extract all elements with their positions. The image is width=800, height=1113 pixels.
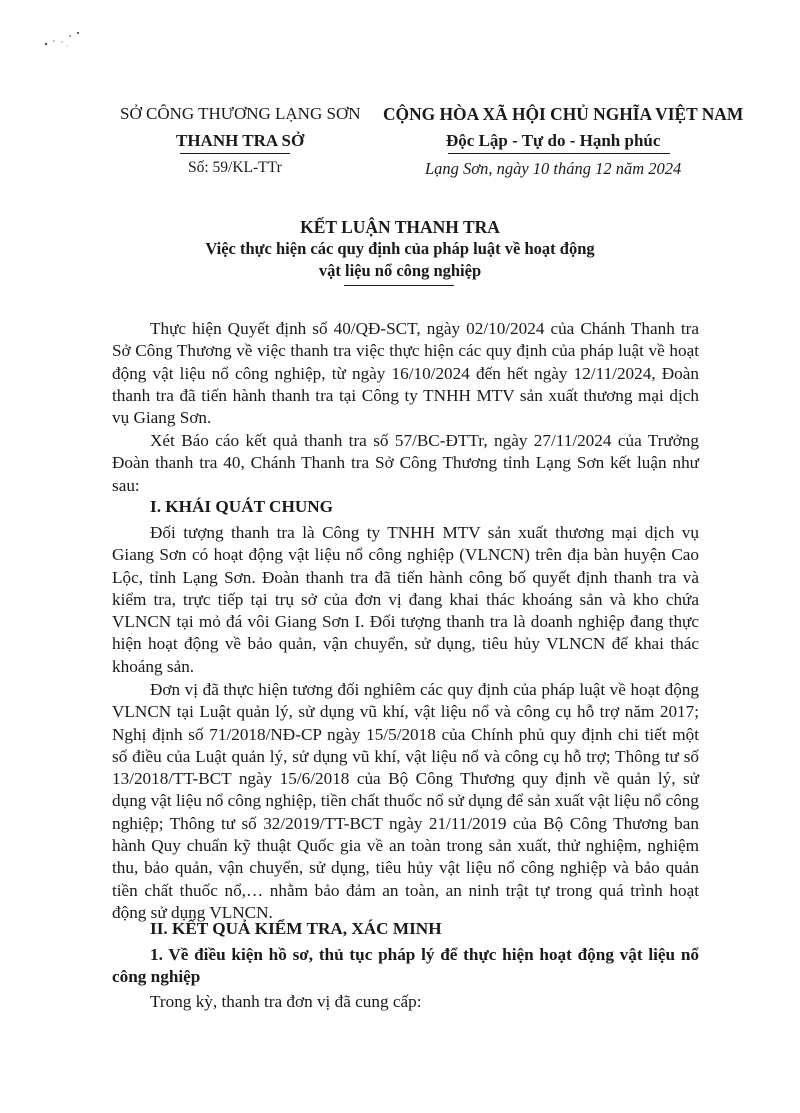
document-subtitle-line2: vật liệu nổ công nghiệp: [318, 261, 482, 280]
document-subtitle-line1: Việc thực hiện các quy định của pháp luật về hoạt động: [205, 239, 595, 258]
scan-artifact: [40, 28, 90, 52]
country-name: CỘNG HÒA XÃ HỘI CHỦ NGHĨA VIỆT NAM: [383, 104, 744, 124]
motto-underline: [448, 153, 670, 154]
section-1-heading: I. KHÁI QUÁT CHUNG: [150, 497, 334, 516]
agency-name: SỞ CÔNG THƯƠNG LẠNG SƠN: [120, 104, 361, 123]
national-motto: Độc Lập - Tự do - Hạnh phúc: [446, 131, 661, 150]
title-underline: [344, 285, 454, 286]
paragraph-report: Xét Báo cáo kết quả thanh tra số 57/BC-ĐTTr, ngày 27/11/2024 của Trưởng Đoàn thanh tra 40, Chánh Thanh tra Sở Công Thương tỉnh Lạng Sơn kết luận như sau:: [112, 431, 699, 495]
paragraph-compliance: Đơn vị đã thực hiện tương đối nghiêm các quy định của pháp luật về hoạt động VLNCN tại Luật quản lý, sử dụng vũ khí, vật liệu nổ và công cụ hỗ trợ năm 2017; Nghị định số 71/2018/NĐ-CP ngày 15/5/2018 của Chính phủ quy định chi tiết một số điều của Luật quản lý, sử dụng vũ khí, vật liệu nổ và công cụ hỗ trợ; Thông tư số 13/2018/TT-BCT ngày 15/6/2018 của Bộ Công Thương quy định về quản lý, sử dụng vật liệu nổ công nghiệp, tiền chất thuốc nổ sử dụng để sản xuất vật liệu nổ công nghiệp; Thông tư số 32/2019/TT-BCT ngày 21/11/2019 của Bộ Công Thương ban hành Quy chuẩn kỹ thuật Quốc gia về an toàn trong sản xuất, thử nghiệm, nghiệm thu, bảo quản, vận chuyển, sử dụng, tiêu hủy vật liệu nổ công nghiệp và bảo quản tiền chất thuốc nổ,… nhằm bảo đảm an toàn, an ninh trật tự trong quá trình hoạt động sử dụng VLNCN.: [112, 680, 699, 922]
division-underline: [180, 153, 290, 154]
document-number: Số: 59/KL-TTr: [188, 159, 282, 176]
place-date: Lạng Sơn, ngày 10 tháng 12 năm 2024: [425, 159, 682, 178]
paragraph-subject: Đối tượng thanh tra là Công ty TNHH MTV sản xuất thương mại dịch vụ Giang Sơn có hoạt động vật liệu nổ công nghiệp (VLNCN) trên địa bàn huyện Cao Lộc, tỉnh Lạng Sơn. Đoàn thanh tra đã tiến hành công bố quyết định thanh tra và kiểm tra, trực tiếp tại trụ sở của đơn vị đang khai thác khoáng sản và kho chứa VLNCN tại mỏ đá vôi Giang Sơn I. Đối tượng thanh tra là doanh nghiệp đang thực hiện hoạt động về bảo quản, vận chuyển, sử dụng, tiêu hủy VLNCN để khai thác khoáng sản.: [112, 523, 699, 676]
division-name: THANH TRA SỞ: [176, 131, 305, 150]
section-2-heading: II. KẾT QUẢ KIỂM TRA, XÁC MINH: [150, 919, 442, 938]
subsection-1-heading: 1. Về điều kiện hồ sơ, thủ tục pháp lý để thực hiện hoạt động vật liệu nổ công nghiệp: [112, 945, 699, 987]
document-title: KẾT LUẬN THANH TRA: [300, 217, 500, 237]
paragraph-intro: Thực hiện Quyết định số 40/QĐ-SCT, ngày 02/10/2024 của Chánh Thanh tra Sở Công Thương về việc thanh tra việc thực hiện các quy định của pháp luật về hoạt động vật liệu nổ công nghiệp, từ ngày 16/10/2024 đến hết ngày 12/11/2024, Đoàn thanh tra đã tiến hành thanh tra tại Công ty TNHH MTV sản xuất thương mại dịch vụ Giang Sơn.: [112, 319, 699, 428]
paragraph-provided: Trong kỳ, thanh tra đơn vị đã cung cấp:: [150, 992, 422, 1011]
